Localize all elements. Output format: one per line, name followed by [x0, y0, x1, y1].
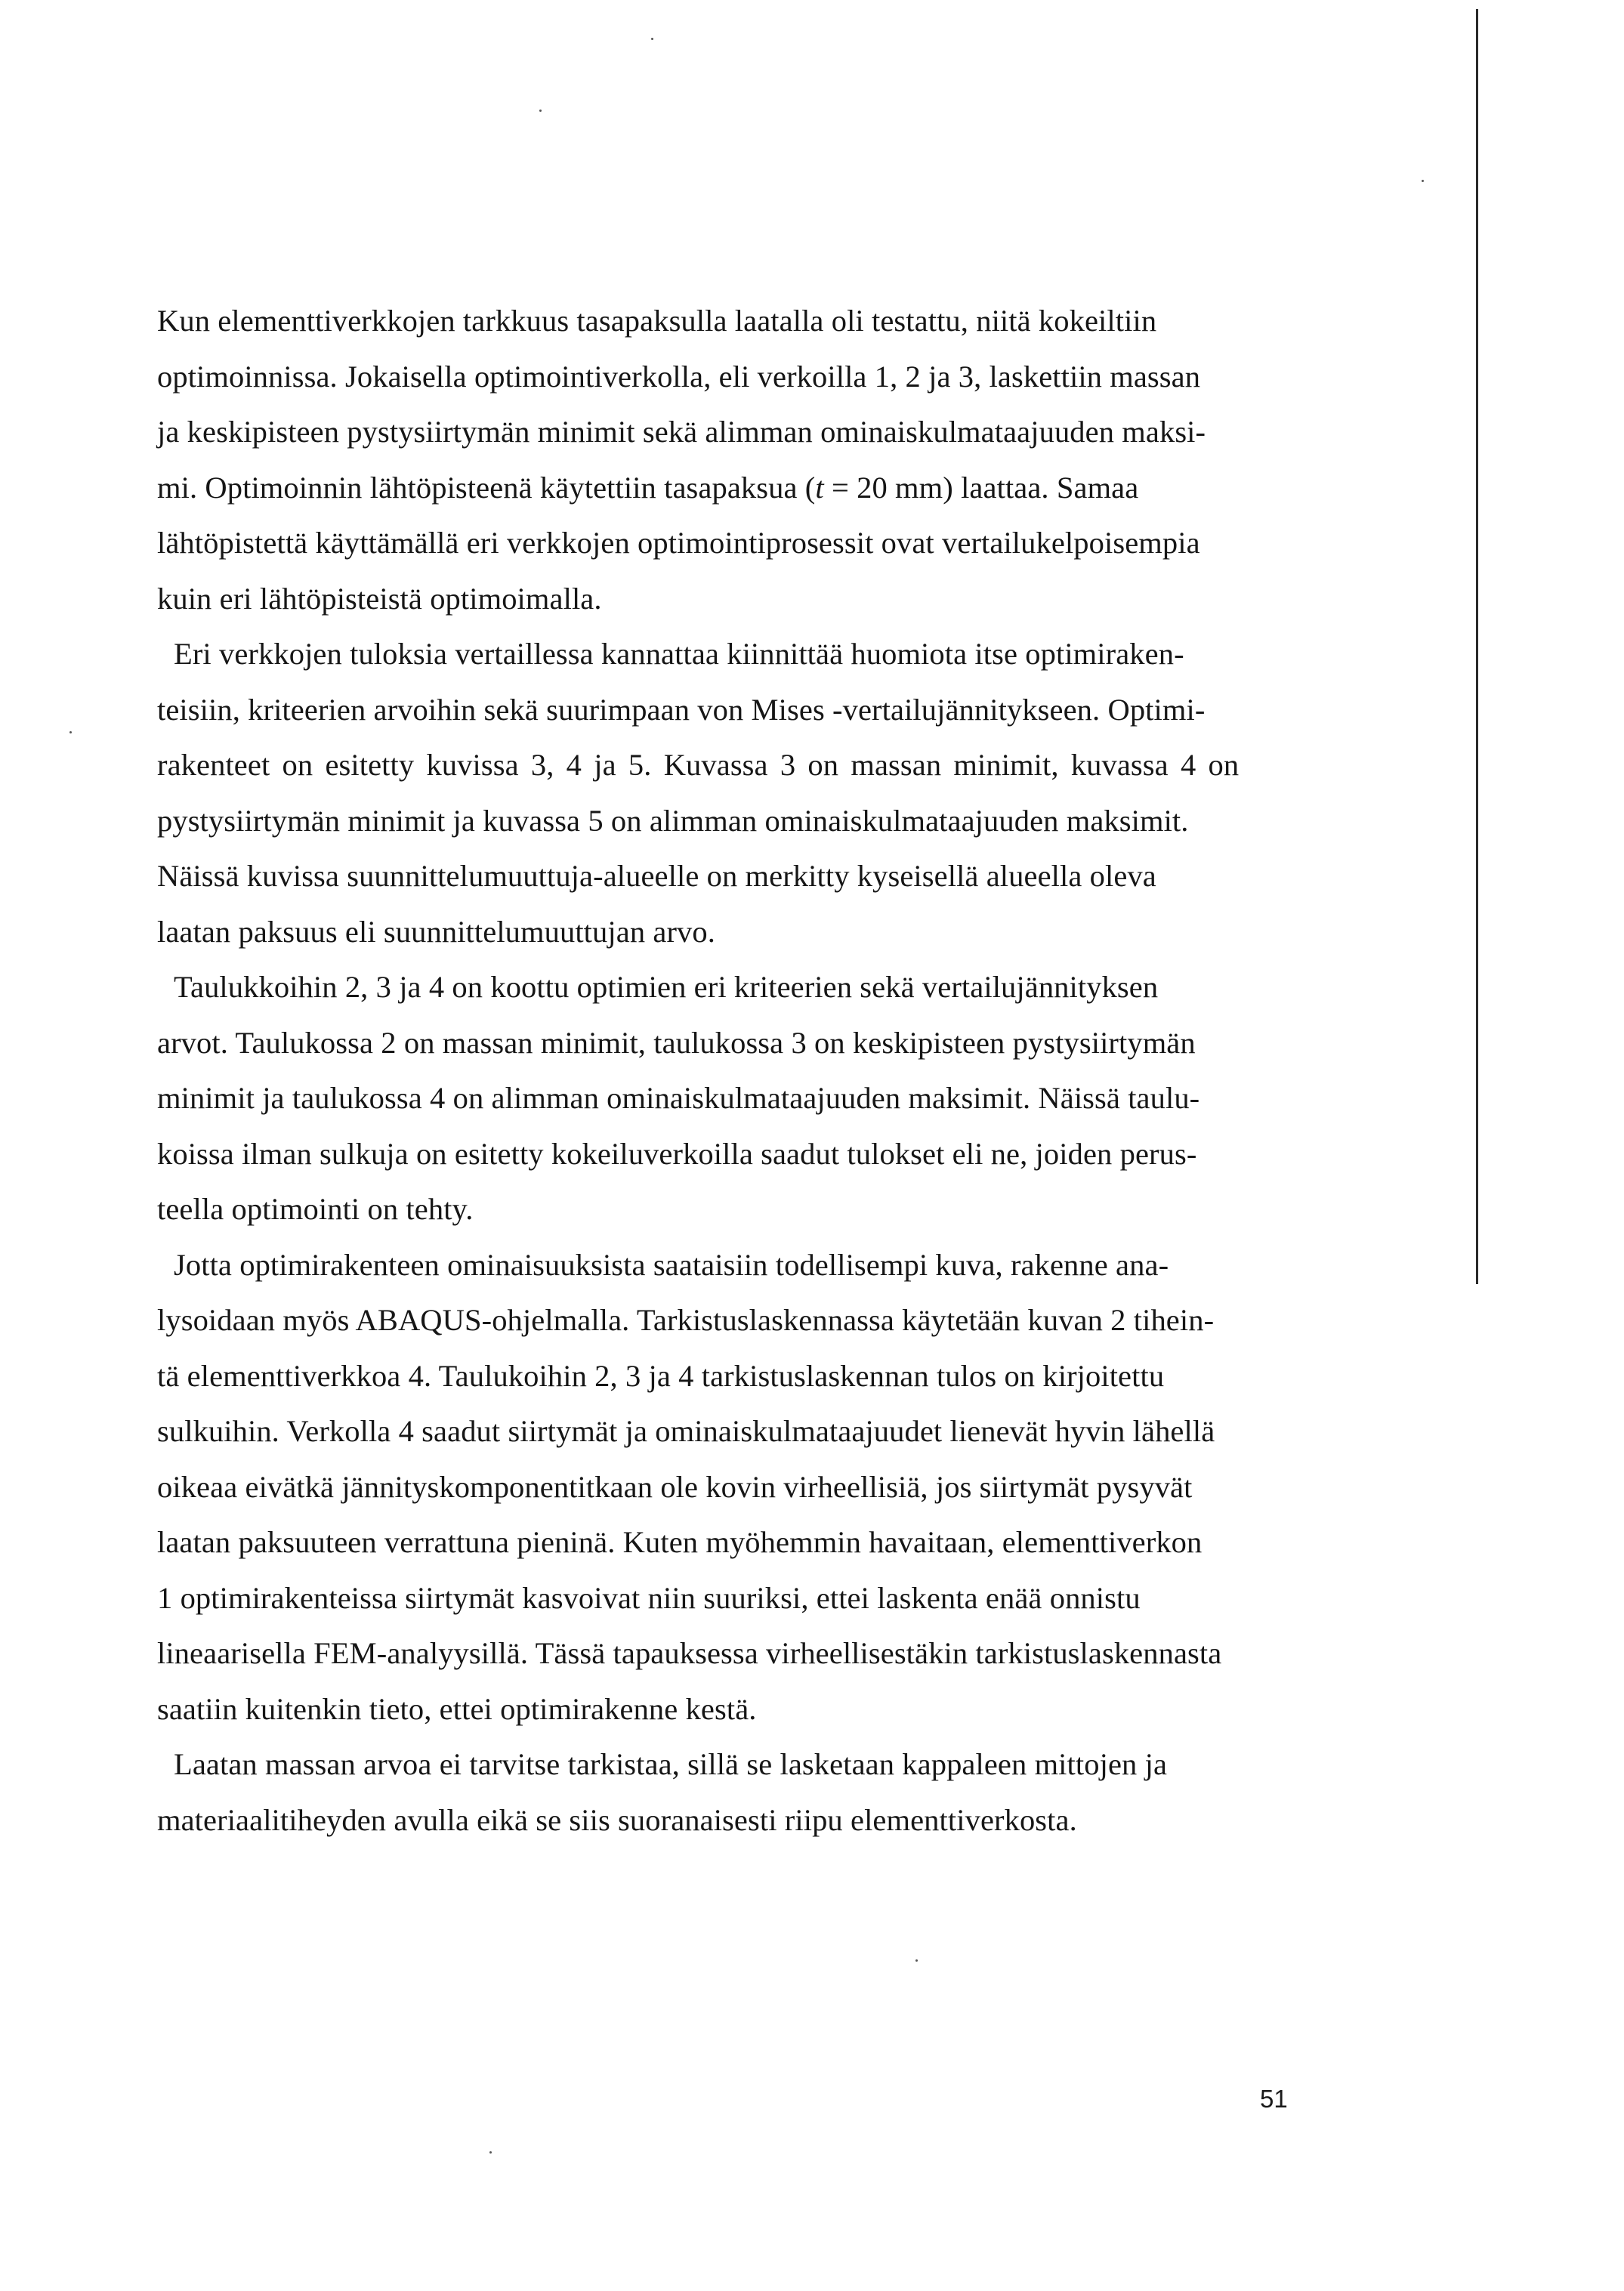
- text-line: pystysiirtymän minimit ja kuvassa 5 on alimman ominaiskulmataajuuden maksimit.: [157, 803, 1189, 838]
- page-number: 51: [1260, 2085, 1288, 2113]
- variable-t: t: [815, 470, 824, 505]
- text-fragment: mi. Optimoinnin lähtöpisteenä käytettiin tasapaksua (: [157, 470, 816, 505]
- paragraph: [157, 959, 1271, 1237]
- text-line: laatan paksuuteen verrattuna pieninä. Kuten myöhemmin havaitaan, elementtiverkon: [157, 1525, 1203, 1559]
- text-line: Kun elementtiverkkojen tarkkuus tasapaksulla laatalla oli testattu, niitä kokeiltiin: [157, 304, 1157, 338]
- text-line: kuin eri lähtöpisteistä optimoimalla.: [157, 581, 602, 616]
- text-line: ja keskipisteen pystysiirtymän minimit sekä alimman ominaiskulmataajuuden maksi-: [157, 415, 1206, 449]
- text-line: Näissä kuvissa suunnittelumuuttuja-alueelle on merkitty kyseisellä alueella oleva: [157, 859, 1156, 893]
- body-text: [157, 293, 1271, 1848]
- text-line: lineaarisella FEM-analyysillä. Tässä tapauksessa virheellisestäkin tarkistuslaskennasta: [157, 1636, 1222, 1670]
- text-line: 1 optimirakenteissa siirtymät kasvoivat niin suuriksi, ettei laskenta enää onnistu: [157, 1580, 1141, 1615]
- text-line: Jotta optimirakenteen ominaisuuksista saataisiin todellisempi kuva, rakenne ana-: [174, 1247, 1169, 1282]
- text-fragment: = 20 mm) laattaa. Samaa: [823, 470, 1139, 505]
- text-line: sulkuihin. Verkolla 4 saadut siirtymät ja ominaiskulmataajuudet lienevät hyvin lähellä: [157, 1414, 1215, 1448]
- scan-speck: [1422, 180, 1424, 182]
- paragraph: [157, 1237, 1271, 1737]
- text-line: [157, 460, 1271, 516]
- text-line: saatiin kuitenkin tieto, ettei optimirakenne kestä.: [157, 1691, 757, 1726]
- text-line: koissa ilman sulkuja on esitetty kokeiluverkoilla saadut tulokset eli ne, joiden perus-: [157, 1136, 1197, 1171]
- text-line: teella optimointi on tehty.: [157, 1192, 474, 1226]
- paragraph: [157, 1737, 1271, 1848]
- scan-speck: [915, 1959, 918, 1962]
- text-line: oikeaa eivätkä jännityskomponentitkaan ole kovin virheellisiä, jos siirtymät pysyvät: [157, 1469, 1193, 1504]
- scan-speck: [539, 110, 542, 112]
- text-line: laatan paksuus eli suunnittelumuuttujan arvo.: [157, 914, 715, 949]
- text-line: teisiin, kriteerien arvoihin sekä suurimpaan von Mises -vertailujännitykseen. Optimi-: [157, 692, 1206, 727]
- text-line: rakenteet on esitetty kuvissa 3, 4 ja 5. Kuvassa 3 on massan minimit, kuvassa 4 on: [157, 748, 1240, 782]
- text-line: Eri verkkojen tuloksia vertaillessa kannattaa kiinnittää huomiota itse optimiraken-: [174, 637, 1184, 671]
- text-line: Laatan massan arvoa ei tarvitse tarkistaa, sillä se lasketaan kappaleen mittojen ja: [174, 1747, 1168, 1781]
- text-line: materiaalitiheyden avulla eikä se siis suoranaisesti riipu elementtiverkosta.: [157, 1802, 1077, 1837]
- scan-speck: [489, 2151, 492, 2154]
- text-line: minimit ja taulukossa 4 on alimman ominaiskulmataajuuden maksimit. Näissä taulu-: [157, 1081, 1200, 1115]
- text-line: lysoidaan myös ABAQUS-ohjelmalla. Tarkistuslaskennassa käytetään kuvan 2 tihein-: [157, 1303, 1215, 1337]
- text-line: Taulukkoihin 2, 3 ja 4 on koottu optimien eri kriteerien sekä vertailujännityksen: [174, 970, 1159, 1004]
- text-line: arvot. Taulukossa 2 on massan minimit, taulukossa 3 on keskipisteen pystysiirtymän: [157, 1025, 1196, 1060]
- paragraph: [157, 293, 1271, 626]
- text-line: tä elementtiverkkoa 4. Taulukoihin 2, 3 ja 4 tarkistuslaskennan tulos on kirjoitettu: [157, 1358, 1165, 1393]
- paragraph: [157, 626, 1271, 959]
- scan-speck: [69, 731, 72, 733]
- margin-rule: [1476, 9, 1478, 1284]
- text-line: lähtöpistettä käyttämällä eri verkkojen optimointiprosessit ovat vertailukelpoisempia: [157, 526, 1200, 560]
- text-line: optimoinnissa. Jokaisella optimointiverkolla, eli verkoilla 1, 2 ja 3, laskettiin massan: [157, 359, 1201, 394]
- scan-speck: [651, 38, 653, 40]
